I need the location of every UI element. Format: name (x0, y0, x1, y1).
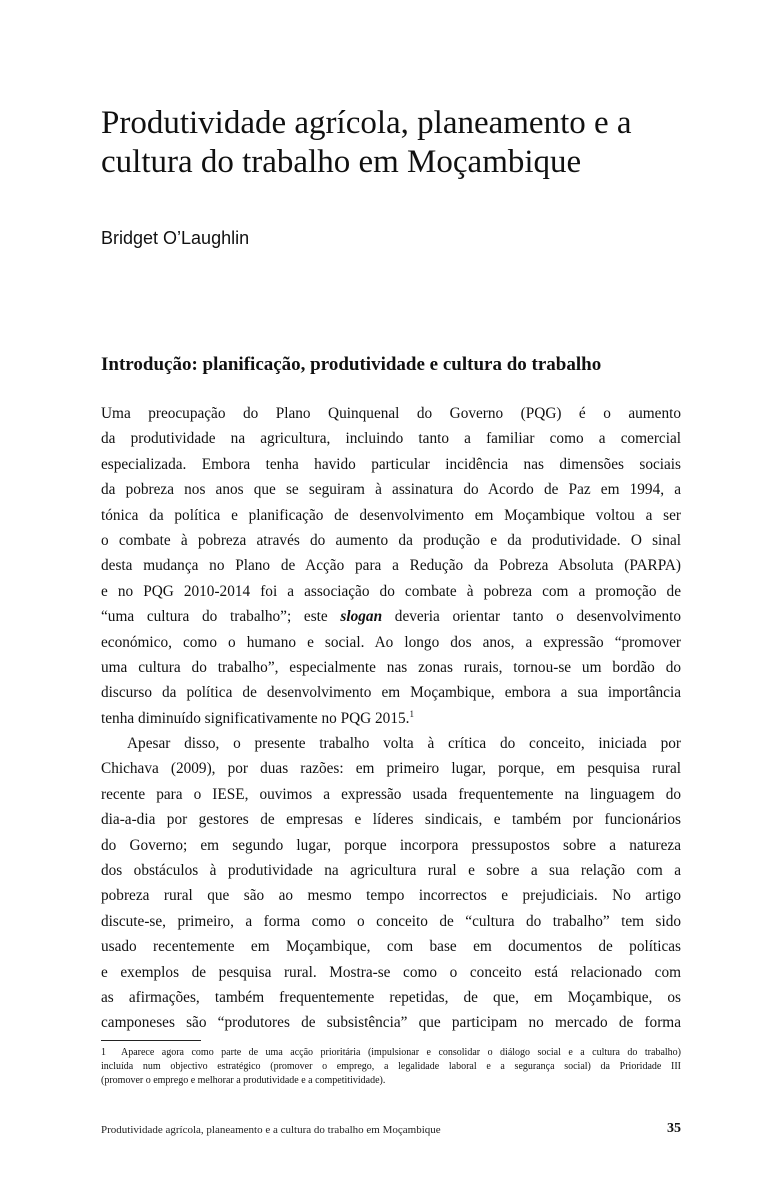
text-line: económico, como o humano e social. Ao longo dos anos, a expressão “promover (101, 633, 681, 651)
text-line: dos obstáculos à produtividade na agricultura rural e sobre a sua relação com a (101, 862, 681, 880)
text-line: o combate à pobreza através do aumento da produção e da produtividade. O sinal (101, 531, 681, 549)
text-line: camponeses são “produtores de subsistência” que participam no mercado de forma (101, 1014, 681, 1032)
author-name: Bridget O’Laughlin (101, 228, 250, 248)
text-line: e exemplos de pesquisa rural. Mostra-se como o conceito está relacionado com (101, 963, 681, 981)
running-footer: Produtividade agrícola, planeamento e a cultura do trabalho em Moçambique (101, 1124, 441, 1136)
text-line-slogan (101, 604, 681, 629)
article-title (101, 104, 681, 182)
body-text (101, 401, 681, 1036)
section-heading: Introdução: planificação, produtividade e cultura do trabalho (101, 354, 602, 375)
footnote-divider (101, 1040, 201, 1041)
text-line: discute-se, primeiro, a forma como o conceito de “cultura do trabalho” tem sido (101, 912, 681, 930)
title-line: Produtividade agrícola, planeamento e a (101, 105, 632, 141)
text-fragment: “uma cultura do trabalho”; este (101, 608, 341, 626)
text-line: desta mudança no Plano de Acção para a Redução da Pobreza Absoluta (PARPA) (101, 557, 681, 575)
text-line: e no PQG 2010-2014 foi a associação do combate à pobreza com a promoção de (101, 582, 681, 600)
document-page (101, 0, 681, 1184)
title-line: cultura do trabalho em Moçambique (101, 144, 582, 180)
text-line: uma cultura do trabalho”, especialmente nas zonas rurais, tornou-se um bordão do (101, 658, 681, 676)
text-line: pobreza rural que são ao mesmo tempo incorrectos e prejudiciais. No artigo (101, 887, 681, 905)
text-line: Apesar disso, o presente trabalho volta à crítica do conceito, iniciada por (127, 735, 681, 753)
text-line: da produtividade na agricultura, incluindo tanto a familiar como a comercial (101, 430, 681, 448)
footnote-line: (promover o emprego e melhorar a produtividade e a competitividade). (101, 1075, 386, 1086)
footnote-reference[interactable]: 1 (409, 708, 414, 719)
text-line (101, 706, 681, 731)
text-line: especializada. Embora tenha havido particular incidência nas dimensões sociais (101, 455, 681, 473)
text-line: usado recentemente em Moçambique, com base em documentos de políticas (101, 938, 681, 956)
footnote-text: Aparece agora como parte de uma acção prioritária (impulsionar e consolidar o diálogo social e a cultura do trabalho) (121, 1047, 681, 1058)
footnote (101, 1046, 681, 1088)
text-fragment: deveria orientar tanto o desenvolvimento (382, 608, 681, 626)
page-number: 35 (667, 1121, 681, 1136)
footnote-number: 1 (101, 1047, 106, 1058)
text-line: as afirmações, também frequentemente repetidas, de que, em Moçambique, os (101, 988, 681, 1006)
text-line: Uma preocupação do Plano Quinquenal do Governo (PQG) é o aumento (101, 405, 681, 422)
footnote-line: incluída num objectivo estratégico (promover o emprego, a legalidade laboral e a segurança social) da Prioridade III (101, 1061, 681, 1072)
slogan-emphasis: slogan (340, 608, 383, 626)
text-line: discurso da política de desenvolvimento em Moçambique, embora a sua importância (101, 684, 681, 702)
text-line: do Governo; em segundo lugar, porque incorpora pressupostos sobre a natureza (101, 836, 681, 854)
text-line: Chichava (2009), por duas razões: em primeiro lugar, porque, em pesquisa rural (101, 760, 681, 778)
text-line: da pobreza nos anos que se seguiram à assinatura do Acordo de Paz em 1994, a (101, 481, 681, 499)
text-fragment: tenha diminuído significativamente no PQG 2015. (101, 709, 410, 727)
text-line: tónica da política e planificação de desenvolvimento em Moçambique voltou a ser (101, 506, 681, 524)
text-line: dia-a-dia por gestores de empresas e líderes sindicais, e também por funcionários (101, 811, 681, 829)
footnote-line (101, 1046, 681, 1060)
text-line: recente para o IESE, ouvimos a expressão usada frequentemente na linguagem do (101, 785, 681, 803)
